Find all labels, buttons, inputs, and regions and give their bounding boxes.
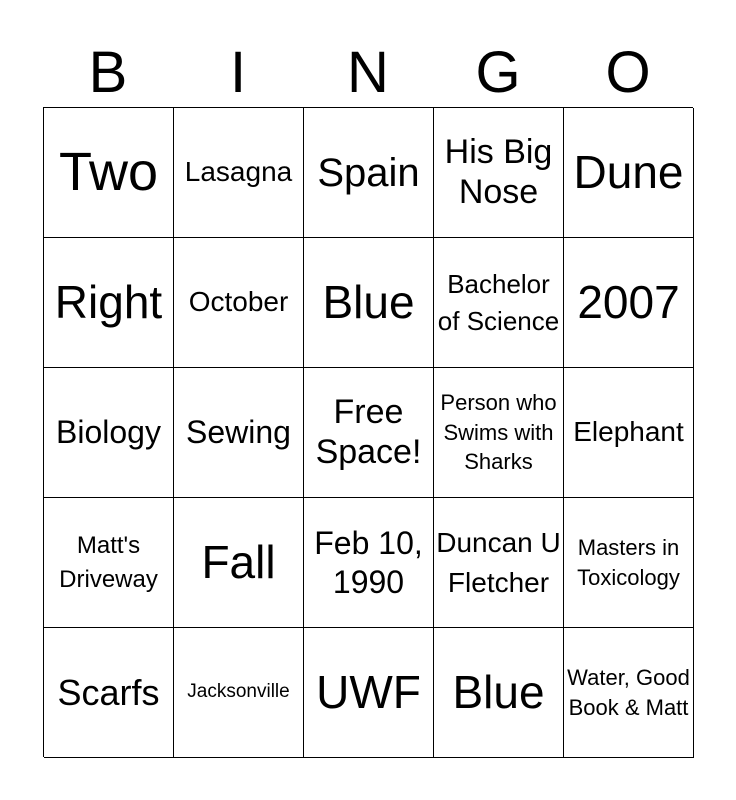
bingo-cell[interactable] [44, 238, 174, 368]
bingo-cell[interactable] [174, 368, 304, 498]
cell-label: Blue [322, 276, 415, 329]
cell-label: Right [54, 276, 163, 329]
cell-label: Bachelor of Science [437, 269, 560, 336]
bingo-cell[interactable] [174, 108, 304, 238]
cell-label: Duncan U Fletcher [436, 527, 561, 598]
cell-label: Matt's Driveway [59, 531, 158, 593]
cell-label: Biology [56, 414, 161, 451]
header-letter-i: I [229, 40, 247, 105]
bingo-cell[interactable] [564, 238, 694, 368]
bingo-cell[interactable] [564, 628, 694, 758]
cell-label: 2007 [577, 276, 680, 329]
cell-label: Two [58, 141, 159, 202]
bingo-header [43, 40, 693, 106]
header-letter-b: B [88, 40, 128, 105]
bingo-cell[interactable] [44, 628, 174, 758]
bingo-cell[interactable] [564, 368, 694, 498]
cell-label: Elephant [573, 416, 684, 448]
bingo-cell[interactable] [174, 238, 304, 368]
cell-label: Blue [452, 666, 545, 719]
cell-label: Dune [573, 146, 684, 199]
bingo-cell[interactable] [44, 498, 174, 628]
cell-label: Masters in Toxicology [577, 534, 680, 590]
bingo-cell[interactable] [304, 498, 434, 628]
cell-label: Free Space! [315, 393, 422, 471]
bingo-cell[interactable] [44, 108, 174, 238]
cell-label: Fall [201, 536, 276, 589]
cell-label: UWF [316, 666, 421, 719]
cell-label: Jacksonville [187, 681, 290, 703]
header-letter-o: O [605, 40, 651, 105]
bingo-cell[interactable] [174, 628, 304, 758]
header-letter-n: N [347, 40, 389, 105]
bingo-cell[interactable] [304, 628, 434, 758]
cell-label: Water, Good Book & Matt [567, 664, 690, 720]
cell-label: Feb 10, 1990 [314, 525, 423, 600]
bingo-cell[interactable] [434, 368, 564, 498]
cell-label: Person who Swims with Sharks [440, 389, 557, 475]
bingo-cell[interactable] [304, 368, 434, 498]
cell-label: Sewing [186, 414, 291, 451]
bingo-cell[interactable] [44, 368, 174, 498]
cell-label: October [188, 286, 289, 318]
bingo-cell[interactable] [434, 108, 564, 238]
bingo-cell[interactable] [434, 238, 564, 368]
bingo-cell[interactable] [304, 238, 434, 368]
bingo-cell[interactable] [174, 498, 304, 628]
bingo-board [43, 107, 693, 757]
cell-label: Spain [317, 150, 420, 195]
bingo-cell[interactable] [434, 628, 564, 758]
cell-label: His Big Nose [444, 133, 553, 211]
bingo-cell[interactable] [564, 498, 694, 628]
header-letter-g: G [475, 40, 521, 105]
bingo-cell[interactable] [304, 108, 434, 238]
bingo-cell[interactable] [434, 498, 564, 628]
cell-label: Scarfs [57, 671, 160, 713]
bingo-cell[interactable] [564, 108, 694, 238]
cell-label: Lasagna [184, 156, 293, 188]
